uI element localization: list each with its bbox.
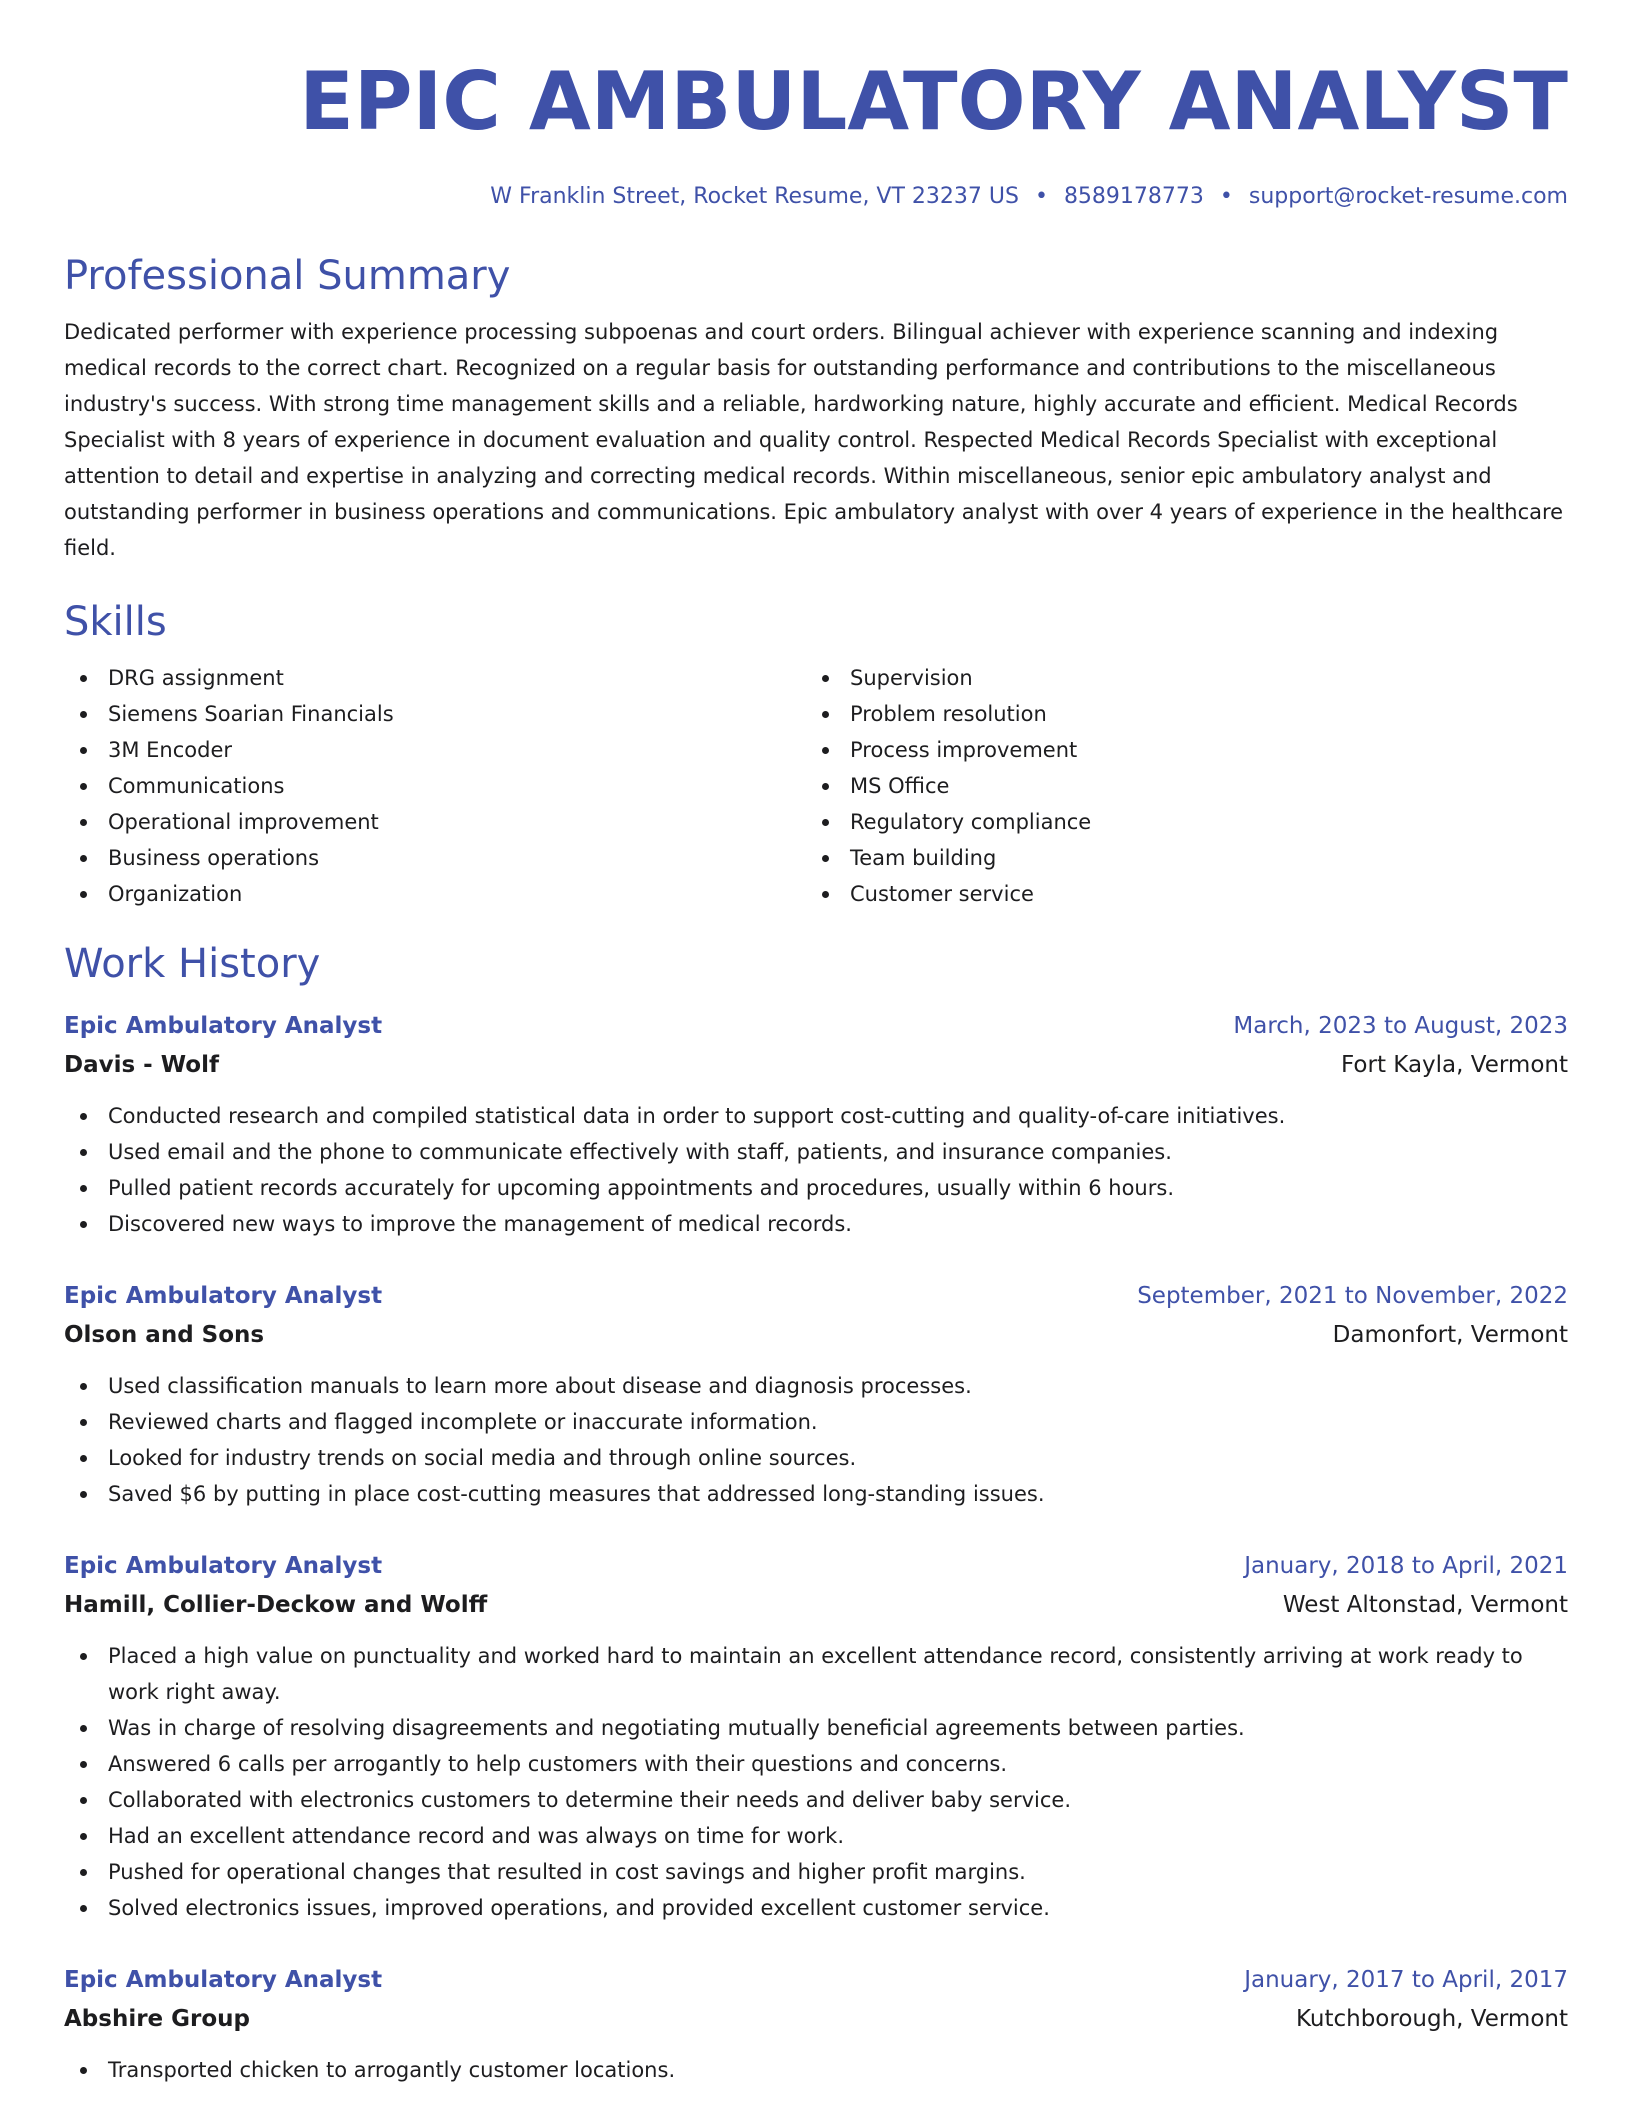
job-bullets xyxy=(64,2052,1568,2088)
skills-heading: Skills xyxy=(64,599,167,645)
skill-item: Process improvement xyxy=(806,732,1548,768)
job-title: Epic Ambulatory Analyst xyxy=(64,1553,383,1579)
job-bullet: Saved $6 by putting in place cost-cutting measures that addressed long-standing issues. xyxy=(64,1476,1568,1512)
skill-item: Customer service xyxy=(806,876,1548,912)
job-entry xyxy=(64,1546,1568,1926)
job-company: Hamill, Collier-Deckow and Wolff xyxy=(64,1592,488,1618)
work-history-heading: Work History xyxy=(64,941,321,987)
skill-item: DRG assignment xyxy=(64,660,806,696)
skill-item: Problem resolution xyxy=(806,696,1548,732)
job-bullet: Pulled patient records accurately for upcoming appointments and procedures, usually within 6 hours. xyxy=(64,1170,1568,1206)
job-bullet: Placed a high value on punctuality and worked hard to maintain an excellent attendance record, consistently arriving at work ready to work right away. xyxy=(64,1638,1568,1710)
job-title: Epic Ambulatory Analyst xyxy=(64,1283,383,1309)
job-dates: March, 2023 to August, 2023 xyxy=(1233,1013,1568,1039)
job-bullet: Had an excellent attendance record and was always on time for work. xyxy=(64,1818,1568,1854)
contact-separator: • xyxy=(1034,184,1048,209)
job-entry xyxy=(64,1960,1568,2088)
skills-list xyxy=(64,660,1568,912)
job-bullet: Used email and the phone to communicate effectively with staff, patients, and insurance companies. xyxy=(64,1134,1568,1170)
resume-title: EPIC AMBULATORY ANALYST xyxy=(299,55,1568,148)
job-bullet: Collaborated with electronics customers to determine their needs and deliver baby service. xyxy=(64,1782,1568,1818)
skills-column-left xyxy=(64,660,806,912)
job-company: Olson and Sons xyxy=(64,1322,265,1348)
job-dates: January, 2018 to April, 2021 xyxy=(1244,1553,1568,1579)
job-bullet: Looked for industry trends on social media and through online sources. xyxy=(64,1440,1568,1476)
job-entry xyxy=(64,1006,1568,1242)
job-bullets xyxy=(64,1638,1568,1926)
skill-item: Organization xyxy=(64,876,806,912)
job-location: Damonfort, Vermont xyxy=(1332,1322,1568,1348)
contact-address: W Franklin Street, Rocket Resume, VT 23237 US xyxy=(490,184,1019,209)
job-entry xyxy=(64,1276,1568,1512)
job-bullet: Was in charge of resolving disagreements and negotiating mutually beneficial agreements between parties. xyxy=(64,1710,1568,1746)
job-title: Epic Ambulatory Analyst xyxy=(64,1013,383,1039)
skill-item: Operational improvement xyxy=(64,804,806,840)
skill-item: 3M Encoder xyxy=(64,732,806,768)
contact-phone: 8589178773 xyxy=(1063,184,1204,209)
summary-text: Dedicated performer with experience processing subpoenas and court orders. Bilingual achiever with experience scanning and indexing medical records to the correct chart. Recognized on a regular basis for outstanding performance and contributions to the miscellaneous industry's success. With strong time management skills and a reliable, hardworking nature, highly accurate and efficient. Medical Records Specialist with 8 years of experience in document evaluation and quality control. Respected Medical Records Specialist with exceptional attention to detail and expertise in analyzing and correcting medical records. Within miscellaneous, senior epic ambulatory analyst and outstanding performer in business operations and communications. Epic ambulatory analyst with over 4 years of experience in the healthcare field. xyxy=(64,320,1564,560)
summary-heading: Professional Summary xyxy=(64,253,511,299)
job-bullet: Transported chicken to arrogantly customer locations. xyxy=(64,2052,1568,2088)
skill-item: Communications xyxy=(64,768,806,804)
job-bullet: Used classification manuals to learn more about disease and diagnosis processes. xyxy=(64,1368,1568,1404)
job-company: Abshire Group xyxy=(64,2006,251,2032)
contact-email: support@rocket-resume.com xyxy=(1248,184,1568,209)
skill-item: Regulatory compliance xyxy=(806,804,1548,840)
resume-page xyxy=(64,0,1568,2088)
job-location: Kutchborough, Vermont xyxy=(1295,2006,1568,2032)
job-location: West Altonstad, Vermont xyxy=(1282,1592,1568,1618)
job-bullet: Solved electronics issues, improved operations, and provided excellent customer service. xyxy=(64,1890,1568,1926)
skill-item: MS Office xyxy=(806,768,1548,804)
skills-column-right xyxy=(806,660,1548,912)
job-bullet: Answered 6 calls per arrogantly to help customers with their questions and concerns. xyxy=(64,1746,1568,1782)
skill-item: Team building xyxy=(806,840,1548,876)
contact-separator: • xyxy=(1219,184,1233,209)
job-company: Davis - Wolf xyxy=(64,1052,219,1078)
job-bullets xyxy=(64,1098,1568,1242)
job-title: Epic Ambulatory Analyst xyxy=(64,1967,383,1993)
job-location: Fort Kayla, Vermont xyxy=(1341,1052,1568,1078)
job-bullet: Pushed for operational changes that resulted in cost savings and higher profit margins. xyxy=(64,1854,1568,1890)
job-bullets xyxy=(64,1368,1568,1512)
skill-item: Business operations xyxy=(64,840,806,876)
job-bullet: Discovered new ways to improve the management of medical records. xyxy=(64,1206,1568,1242)
contact-line xyxy=(64,182,1568,212)
job-bullet: Reviewed charts and flagged incomplete or inaccurate information. xyxy=(64,1404,1568,1440)
skill-item: Siemens Soarian Financials xyxy=(64,696,806,732)
job-bullet: Conducted research and compiled statistical data in order to support cost-cutting and quality-of-care initiatives. xyxy=(64,1098,1568,1134)
job-dates: September, 2021 to November, 2022 xyxy=(1137,1283,1568,1309)
job-dates: January, 2017 to April, 2017 xyxy=(1244,1967,1568,1993)
skill-item: Supervision xyxy=(806,660,1548,696)
